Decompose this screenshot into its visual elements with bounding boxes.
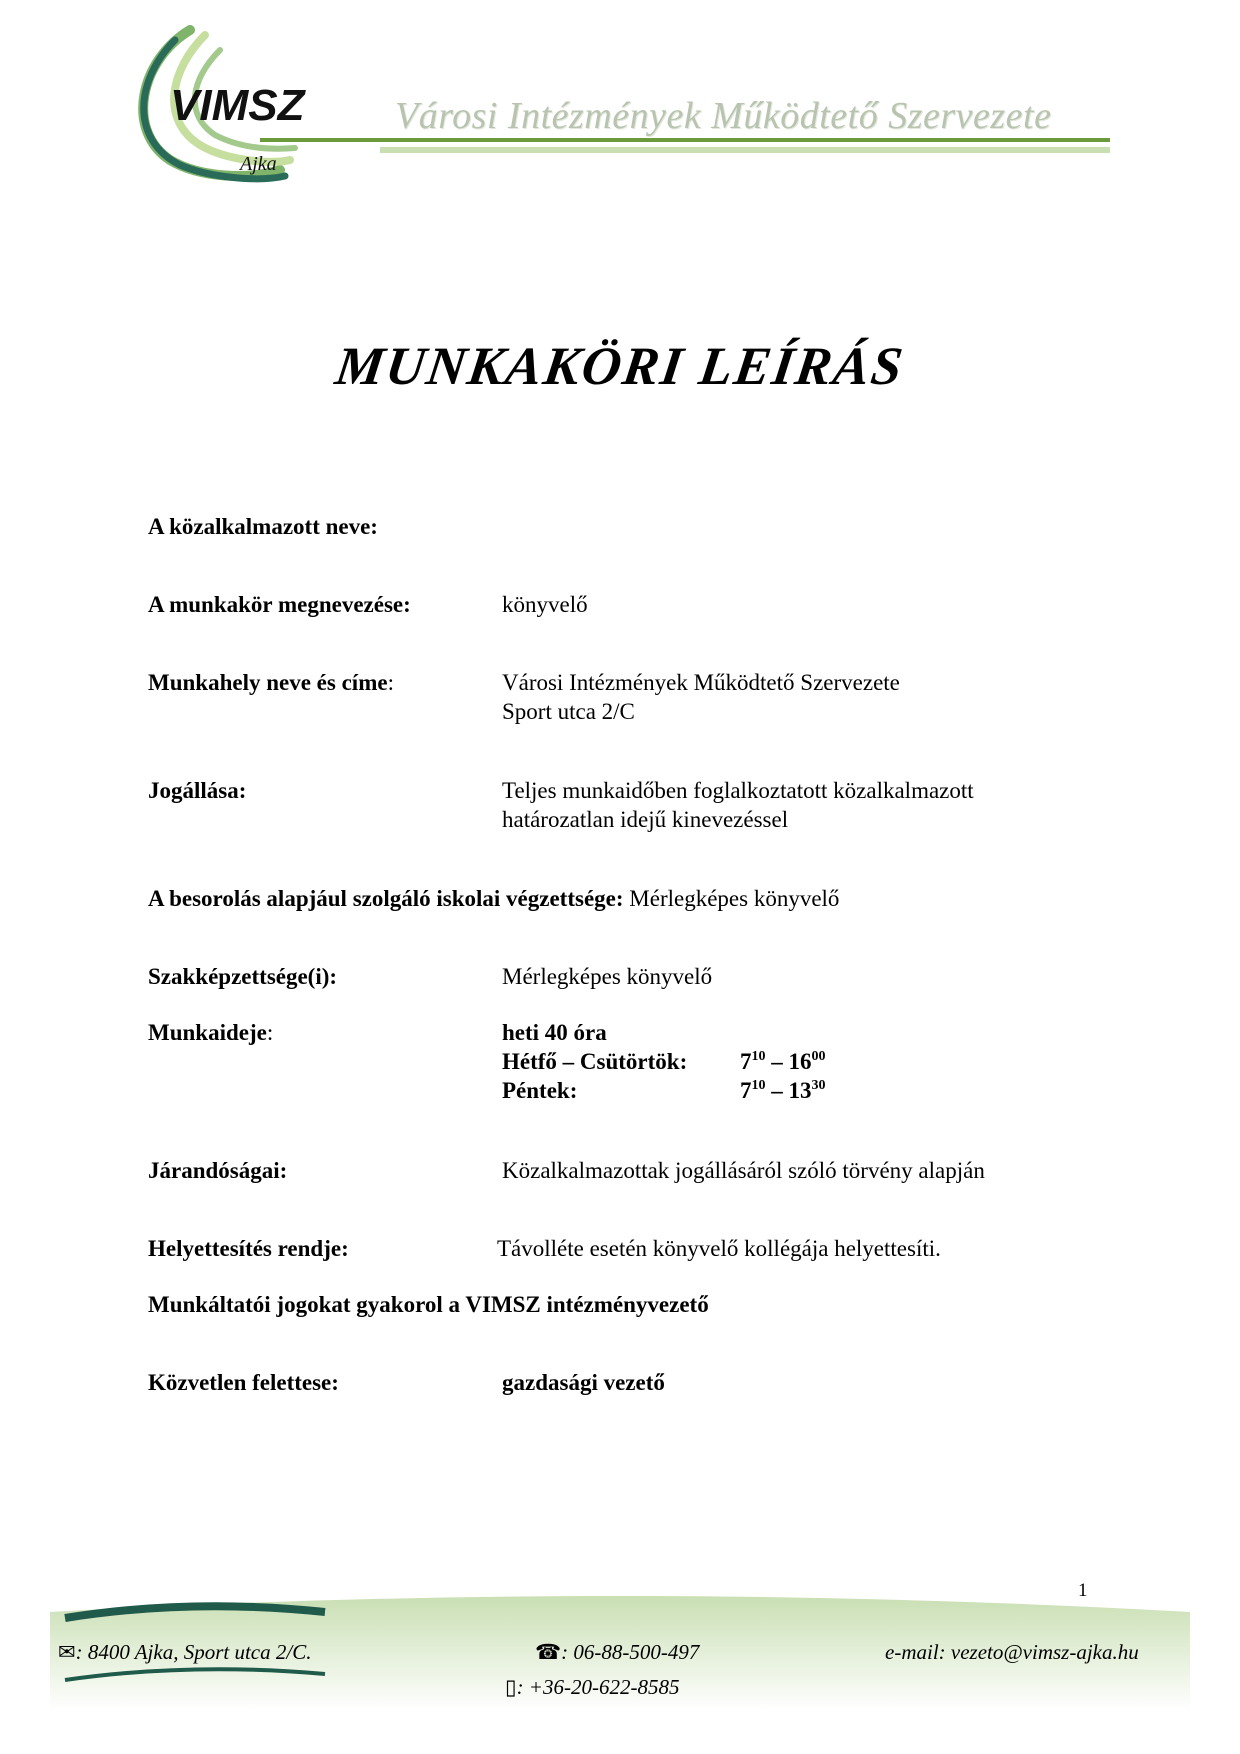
legal-status-line2: határozatlan idejű kinevezéssel bbox=[502, 807, 789, 832]
education-label: A besorolás alapjául szolgáló iskolai végzettsége: bbox=[148, 886, 624, 911]
logo-city: Ajka bbox=[240, 153, 277, 175]
schedule-hours: $7^{10} - 13^{30}$ bbox=[740, 1078, 826, 1103]
schedule-hours: $7^{10} - 16^{00}$ bbox=[740, 1049, 826, 1074]
vimsz-logo bbox=[130, 20, 330, 195]
position-value: könyvelő bbox=[502, 592, 588, 617]
supervisor-label: Közvetlen felettese: bbox=[148, 1370, 339, 1395]
document-title: MUNKAKÖRI LEÍRÁS bbox=[331, 336, 909, 396]
header-rule bbox=[260, 138, 1110, 156]
logo-brand: VIMSZ bbox=[170, 81, 305, 130]
substitution-value: Távolléte esetén könyvelő kollégája helyettesíti. bbox=[497, 1236, 941, 1261]
schedule-row bbox=[502, 1076, 826, 1105]
education-row bbox=[148, 884, 839, 913]
footer-phone: ☎: 06-88-500-497 bbox=[535, 1640, 700, 1664]
workplace-line2: Sport utca 2/C bbox=[502, 699, 635, 724]
footer-address: ✉: 8400 Ajka, Sport utca 2/C. bbox=[58, 1640, 312, 1664]
worktime-value bbox=[502, 1018, 826, 1105]
supervisor-value: gazdasági vezető bbox=[502, 1370, 665, 1395]
workplace-line1: Városi Intézmények Működtető Szervezete bbox=[502, 670, 900, 695]
footer-email: e-mail: vezeto@vimsz-ajka.hu bbox=[885, 1640, 1139, 1664]
schedule-row bbox=[502, 1047, 826, 1076]
mobile-phone-icon: ▯ bbox=[505, 1675, 517, 1699]
legal-status-value bbox=[502, 776, 974, 834]
schedule-days: Péntek: bbox=[502, 1078, 578, 1103]
worktime-label: Munkaideje: bbox=[148, 1020, 274, 1045]
benefits-label: Járandóságai: bbox=[148, 1158, 288, 1183]
worktime-total: heti 40 óra bbox=[502, 1020, 607, 1045]
position-label: A munkakör megnevezése: bbox=[148, 592, 411, 617]
legal-status-line1: Teljes munkaidőben foglalkoztatott közalkalmazott bbox=[502, 778, 974, 803]
substitution-label: Helyettesítés rendje: bbox=[148, 1236, 349, 1261]
qualification-label: Szakképzettsége(i): bbox=[148, 964, 338, 989]
employee-name-label: A közalkalmazott neve: bbox=[148, 514, 378, 539]
organization-header: Városi Intézmények Működtető Szervezete bbox=[395, 95, 1052, 137]
qualification-value: Mérlegképes könyvelő bbox=[502, 964, 713, 989]
page-number: 1 bbox=[1078, 1580, 1088, 1601]
workplace-value bbox=[502, 668, 900, 726]
legal-status-label: Jogállása: bbox=[148, 778, 247, 803]
footer-mobile: ▯: +36-20-622-8585 bbox=[505, 1675, 680, 1699]
education-value: Mérlegképes könyvelő bbox=[629, 886, 840, 911]
workplace-label: Munkahely neve és címe: bbox=[148, 670, 394, 695]
phone-icon: ☎ bbox=[535, 1640, 562, 1664]
schedule-days: Hétfő – Csütörtök: bbox=[502, 1049, 688, 1074]
benefits-value: Közalkalmazottak jogállásáról szóló törvény alapján bbox=[502, 1158, 985, 1183]
envelope-icon: ✉ bbox=[58, 1640, 76, 1664]
employer-rights-text: Munkáltatói jogokat gyakorol a VIMSZ intézményvezető bbox=[148, 1292, 709, 1317]
